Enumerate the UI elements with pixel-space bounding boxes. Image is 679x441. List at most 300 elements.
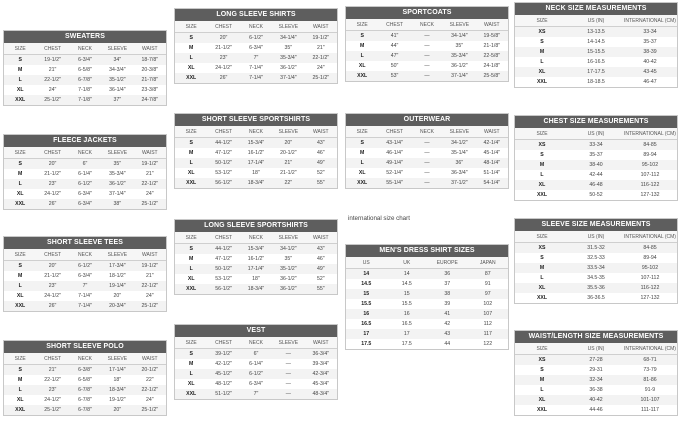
long-sleeve-shirts-table [174, 8, 338, 84]
size-label-cell: S [175, 33, 207, 44]
table-cell: 35-1/4" [451, 150, 468, 156]
table-row [346, 158, 508, 168]
table-cell: 37-1/4" [109, 191, 126, 197]
table-cell: 15 [387, 289, 428, 299]
size-grid [175, 21, 337, 83]
size-grid [175, 337, 337, 399]
table-row [4, 301, 166, 311]
column-header: INTERNATIONAL (CM) [623, 15, 677, 27]
dress-shirt-sizes-table [345, 244, 509, 350]
table-cell: 36-1/2" [280, 276, 297, 282]
table-row [175, 168, 337, 178]
short-sleeve-sportshirts-table [174, 113, 338, 189]
header-row [4, 353, 166, 365]
header-row [175, 232, 337, 244]
table-cell: 35" [284, 45, 293, 51]
size-grid [515, 128, 677, 200]
table-cell: 45-1/2" [207, 369, 239, 379]
table-row [175, 274, 337, 284]
size-grid [4, 249, 166, 311]
table-cell: 29-31 [589, 367, 603, 373]
header-row [346, 257, 508, 269]
table-cell: 107 [468, 309, 509, 319]
table-cell: 33-34 [623, 27, 677, 38]
table-cell: 18-1/2" [109, 273, 126, 279]
table-row [515, 47, 677, 57]
table-cell: 36-36.5 [587, 295, 605, 301]
size-grid [4, 353, 166, 415]
table-cell: 22-1/2" [44, 377, 61, 383]
table-row [175, 264, 337, 274]
table-cell: 34-1/4" [443, 31, 475, 42]
table-cell: 16.5 [401, 321, 412, 327]
waist-length-table [514, 330, 678, 416]
short-sleeve-polo-table [3, 340, 167, 416]
table-cell: 19-5/8" [476, 31, 508, 42]
column-header: WAIST [134, 353, 166, 365]
table-row [175, 178, 337, 188]
table-cell: 102 [483, 301, 493, 307]
size-label-cell: XXL [346, 71, 378, 81]
column-header: NECK [69, 43, 101, 55]
table-cell: — [424, 150, 430, 156]
column-header: SIZE [515, 128, 569, 140]
size-label-cell: XL [16, 293, 24, 299]
table-cell: — [411, 158, 443, 168]
table-cell: 38 [427, 289, 468, 299]
size-label-cell: S [4, 55, 36, 66]
sportcoats-table [345, 6, 509, 82]
table-cell: 36 [427, 269, 468, 280]
table-row [4, 75, 166, 85]
table-cell: 7-1/4" [249, 65, 263, 71]
column-header: NECK [411, 19, 443, 31]
table-cell: 36-3/4" [451, 170, 468, 176]
column-header: SIZE [4, 43, 36, 55]
column-header: INTERNATIONAL (CM) [623, 231, 677, 243]
table-row [4, 365, 166, 376]
table-cell: 18-18.5 [587, 79, 605, 85]
table-cell: 6-7/8" [69, 405, 101, 415]
size-label-cell: XL [358, 63, 366, 69]
column-header: NECK [411, 126, 443, 138]
table-cell: 35-1/2" [272, 264, 304, 274]
column-header: US (IN) [569, 343, 623, 355]
table-cell: 36-1/4" [109, 87, 126, 93]
table-cell: 17 [387, 329, 428, 339]
table-cell: 37-1/2" [443, 178, 475, 188]
table-cell: 47" [378, 51, 410, 61]
table-cell: 97 [468, 289, 509, 299]
size-label-cell: XXL [175, 73, 207, 83]
vest-table [174, 324, 338, 400]
size-label-cell: XL [515, 283, 569, 293]
column-header: INTERNATIONAL (CM) [623, 343, 677, 355]
table-cell: 18-3/4" [101, 385, 133, 395]
column-header: WAIST [476, 19, 508, 31]
table-row [4, 159, 166, 170]
table-cell: 45-1/4" [483, 150, 501, 156]
size-label-cell: 14.5 [361, 281, 372, 287]
table-cell: 22-1/2" [134, 179, 166, 189]
table-row [175, 254, 337, 264]
header-row [515, 15, 677, 27]
table-cell: 21" [36, 365, 68, 376]
column-header: WAIST [305, 337, 337, 349]
table-cell: 35-3/4" [272, 53, 304, 63]
table-cell: — [411, 31, 443, 42]
caption-text: international size chart [348, 215, 410, 222]
table-cell: 37-1/4" [443, 71, 475, 81]
table-cell: 6-1/4" [249, 361, 263, 367]
table-title: LONG SLEEVE SPORTSHIRTS [175, 220, 337, 232]
table-row [515, 243, 677, 254]
table-cell: 24-1/2" [44, 191, 61, 197]
table-cell: 21-1/2" [44, 171, 61, 177]
table-cell: 91 [484, 281, 491, 287]
size-label-cell: S [4, 365, 36, 376]
table-cell: 89-94 [643, 255, 657, 261]
table-cell: 7-1/8" [69, 95, 101, 105]
table-cell: 7" [240, 389, 272, 399]
table-cell: 42-1/4" [476, 138, 508, 149]
header-row [4, 147, 166, 159]
table-cell: 6-3/4" [69, 55, 101, 66]
table-cell: 7" [69, 281, 101, 291]
table-cell: 6-7/8" [69, 385, 101, 395]
sweaters-table [3, 30, 167, 106]
size-label-cell: L [175, 264, 207, 274]
table-cell: 7-1/4" [78, 293, 92, 299]
size-label-cell: S [175, 244, 207, 255]
table-cell: 14.5 [401, 281, 412, 287]
table-cell: 19-1/2" [109, 397, 126, 403]
table-cell: 25-1/2" [36, 95, 68, 105]
size-label-cell: M [189, 256, 194, 262]
table-cell: 56-1/2" [207, 284, 239, 294]
table-row [346, 319, 508, 329]
table-title: OUTERWEAR [346, 114, 508, 126]
table-cell: 19-1/2" [134, 261, 166, 272]
table-row [175, 158, 337, 168]
size-label-cell: L [4, 179, 36, 189]
fleece-jackets-table [3, 134, 167, 210]
header-row [175, 337, 337, 349]
table-cell: 19-1/2" [134, 159, 166, 170]
table-cell: 17-17.5 [569, 67, 623, 77]
size-label-cell: XL [515, 67, 569, 77]
header-row [515, 128, 677, 140]
table-cell: 40-42 [569, 395, 623, 405]
size-label-cell: S [175, 349, 207, 360]
table-cell: 46-48 [569, 180, 623, 190]
table-cell: 49-1/4" [378, 158, 410, 168]
column-header: SIZE [4, 353, 36, 365]
column-header: US (IN) [569, 15, 623, 27]
table-cell: 95-102 [623, 263, 677, 273]
size-label-cell: XL [358, 170, 366, 176]
size-label-cell: M [18, 273, 23, 279]
table-cell: 52" [316, 170, 325, 176]
table-cell: 7-1/4" [69, 301, 101, 311]
size-label-cell: L [4, 281, 36, 291]
size-label-cell: 16 [346, 309, 387, 319]
size-label-cell: S [346, 138, 378, 149]
chest-size-table [514, 115, 678, 201]
size-grid [175, 232, 337, 294]
table-cell: 16-1/2" [247, 150, 265, 156]
table-cell: 55" [305, 284, 337, 294]
size-label-cell: L [4, 75, 36, 85]
table-cell: 6-3/4" [78, 273, 92, 279]
table-row [515, 263, 677, 273]
table-cell: 20-1/2" [134, 365, 166, 376]
size-label-cell: XS [515, 140, 569, 151]
table-row [175, 284, 337, 294]
table-cell: 22-5/8" [476, 51, 508, 61]
table-cell: 116-122 [623, 283, 677, 293]
table-cell: 18-3/4" [240, 178, 272, 188]
table-cell: 22-1/2" [305, 53, 337, 63]
table-title: VEST [175, 325, 337, 337]
size-label-cell: XXL [4, 199, 36, 209]
table-cell: 48-1/2" [215, 381, 232, 387]
table-cell: 36-38 [589, 387, 603, 393]
table-cell: 51-1/2" [207, 389, 239, 399]
table-cell: 42 [444, 321, 451, 327]
table-cell: 6-3/8" [69, 365, 101, 376]
table-cell: 6-3/4" [69, 199, 101, 209]
size-label-cell: XL [187, 65, 195, 71]
table-row [515, 293, 677, 303]
table-cell: 52" [316, 276, 325, 282]
size-label-cell: L [4, 385, 36, 395]
table-row [346, 168, 508, 178]
table-cell: 38-40 [569, 160, 623, 170]
table-cell: 68-71 [623, 355, 677, 366]
size-label-cell: XXL [4, 95, 36, 105]
table-cell: 25-1/2" [305, 73, 337, 83]
size-label-cell: M [515, 160, 569, 170]
size-label-cell: L [540, 59, 544, 65]
column-header: CHEST [36, 147, 68, 159]
column-header: JAPAN [468, 257, 509, 269]
column-header: SLEEVE [443, 19, 475, 31]
table-row [4, 271, 166, 281]
table-row [4, 395, 166, 405]
table-cell: 31.5-32 [569, 243, 623, 254]
table-row [4, 281, 166, 291]
table-cell: — [285, 381, 291, 387]
size-label-cell: 15 [346, 289, 387, 299]
size-label-cell: 17 [346, 329, 387, 339]
table-cell: 73-79 [643, 367, 657, 373]
size-label-cell: XL [187, 276, 195, 282]
table-row [175, 349, 337, 360]
table-cell: 23" [36, 385, 68, 395]
table-title: SHORT SLEEVE POLO [4, 341, 166, 353]
table-cell: 40-42 [643, 59, 657, 65]
table-cell: 122 [483, 341, 493, 347]
table-cell: 39-3/4" [312, 361, 330, 367]
table-cell: 7-1/8" [78, 87, 92, 93]
size-label-cell: M [515, 375, 569, 385]
header-row [515, 231, 677, 243]
table-cell: 55-1/4" [378, 178, 410, 188]
table-row [175, 389, 337, 399]
column-header: WAIST [305, 126, 337, 138]
table-row [515, 180, 677, 190]
column-header: SIZE [515, 15, 569, 27]
table-cell: 35" [455, 43, 464, 49]
column-header: SIZE [175, 232, 207, 244]
table-cell: 23-3/8" [141, 87, 159, 93]
table-cell: 21-1/2" [280, 170, 297, 176]
short-sleeve-tees-table [3, 236, 167, 312]
table-cell: 17-1/4" [240, 264, 272, 274]
table-cell: 46" [316, 256, 325, 262]
table-cell: — [285, 361, 291, 367]
table-row [346, 138, 508, 149]
table-cell: — [272, 349, 304, 360]
size-grid [346, 126, 508, 188]
table-cell: 48-1/4" [476, 158, 508, 168]
table-cell: — [411, 138, 443, 149]
table-row [346, 148, 508, 158]
column-header: SLEEVE [272, 126, 304, 138]
table-cell: 43" [305, 244, 337, 255]
size-grid [4, 43, 166, 105]
table-cell: 48-3/4" [305, 389, 337, 399]
table-row [515, 140, 677, 151]
table-cell: 24" [145, 397, 154, 403]
table-row [4, 405, 166, 415]
column-header: CHEST [36, 249, 68, 261]
column-header: SLEEVE [101, 147, 133, 159]
table-cell: 41 [427, 309, 468, 319]
size-label-cell: M [515, 47, 569, 57]
table-cell: 25-1/2" [134, 301, 166, 311]
column-header: SIZE [4, 249, 36, 261]
table-cell: 46-47 [643, 79, 657, 85]
table-cell: 36-3/4" [305, 349, 337, 360]
table-cell: 42-3/4" [305, 369, 337, 379]
table-cell: 41" [378, 31, 410, 42]
table-row [4, 189, 166, 199]
table-cell: 127-132 [640, 295, 660, 301]
table-cell: 81-86 [623, 375, 677, 385]
table-cell: 24" [316, 65, 325, 71]
column-header: WAIST [476, 126, 508, 138]
table-row [515, 355, 677, 366]
table-cell: 23" [36, 281, 68, 291]
table-cell: 20" [101, 405, 133, 415]
table-cell: 17-3/4" [101, 261, 133, 272]
size-label-cell: L [175, 369, 207, 379]
column-header: CHEST [207, 232, 239, 244]
size-label-cell: L [346, 51, 378, 61]
size-label-cell: XXL [536, 79, 548, 85]
table-cell: 24" [48, 87, 57, 93]
table-row [175, 379, 337, 389]
column-header: CHEST [207, 337, 239, 349]
table-cell: 45-3/4" [312, 381, 330, 387]
header-row [515, 343, 677, 355]
table-cell: 20" [36, 261, 68, 272]
table-cell: 21" [272, 158, 304, 168]
table-cell: 6-5/8" [78, 377, 92, 383]
table-cell: 49" [305, 264, 337, 274]
table-cell: 52-1/4" [386, 170, 403, 176]
table-row [175, 148, 337, 158]
table-cell: 26" [36, 199, 68, 209]
column-header: SIZE [346, 126, 378, 138]
table-row [4, 385, 166, 395]
table-cell: 42-1/2" [215, 361, 232, 367]
table-cell: 112 [483, 321, 492, 327]
column-header: NECK [240, 21, 272, 33]
table-cell: 7" [240, 53, 272, 63]
table-cell: 26" [207, 73, 239, 83]
size-label-cell: L [540, 387, 544, 393]
table-cell: 44-46 [589, 407, 603, 413]
table-row [515, 77, 677, 87]
table-cell: 6-7/8" [78, 397, 92, 403]
column-header: WAIST [134, 147, 166, 159]
table-cell: 35-3/4" [443, 51, 475, 61]
size-label-cell: XL [16, 397, 24, 403]
table-row [346, 31, 508, 42]
size-label-cell: S [540, 39, 544, 45]
size-label-cell: S [4, 159, 36, 170]
table-cell: 7-1/4" [240, 73, 272, 83]
table-title: SWEATERS [4, 31, 166, 43]
table-cell: 21-1/2" [215, 45, 232, 51]
column-header: SIZE [346, 19, 378, 31]
table-cell: — [272, 389, 304, 399]
table-row [346, 309, 508, 319]
table-row [346, 61, 508, 71]
table-cell: 107-112 [640, 275, 660, 281]
column-header: US (IN) [569, 128, 623, 140]
table-cell: 15-3/4" [240, 244, 272, 255]
table-cell: 35" [101, 159, 133, 170]
table-cell: 35-37 [643, 39, 657, 45]
column-header: INTERNATIONAL (CM) [623, 128, 677, 140]
table-cell: 89-94 [643, 152, 657, 158]
header-row [4, 43, 166, 55]
table-cell: 50-52 [589, 192, 603, 198]
size-label-cell: M [515, 263, 569, 273]
table-cell: 95-102 [623, 160, 677, 170]
table-cell: 25-1/2" [36, 405, 68, 415]
size-label-cell: XL [187, 170, 195, 176]
size-label-cell: S [540, 152, 544, 158]
table-row [515, 395, 677, 405]
table-row [515, 150, 677, 160]
column-header: EUROPE [427, 257, 468, 269]
column-header: CHEST [207, 21, 239, 33]
table-row [515, 170, 677, 180]
table-row [346, 329, 508, 339]
table-cell: 87 [468, 269, 509, 280]
table-cell: 6-3/4" [249, 45, 263, 51]
table-row [515, 405, 677, 415]
table-cell: 43-45 [623, 67, 677, 77]
sleeve-size-table [514, 218, 678, 304]
size-label-cell: 17.5 [361, 341, 372, 347]
header-row [175, 126, 337, 138]
